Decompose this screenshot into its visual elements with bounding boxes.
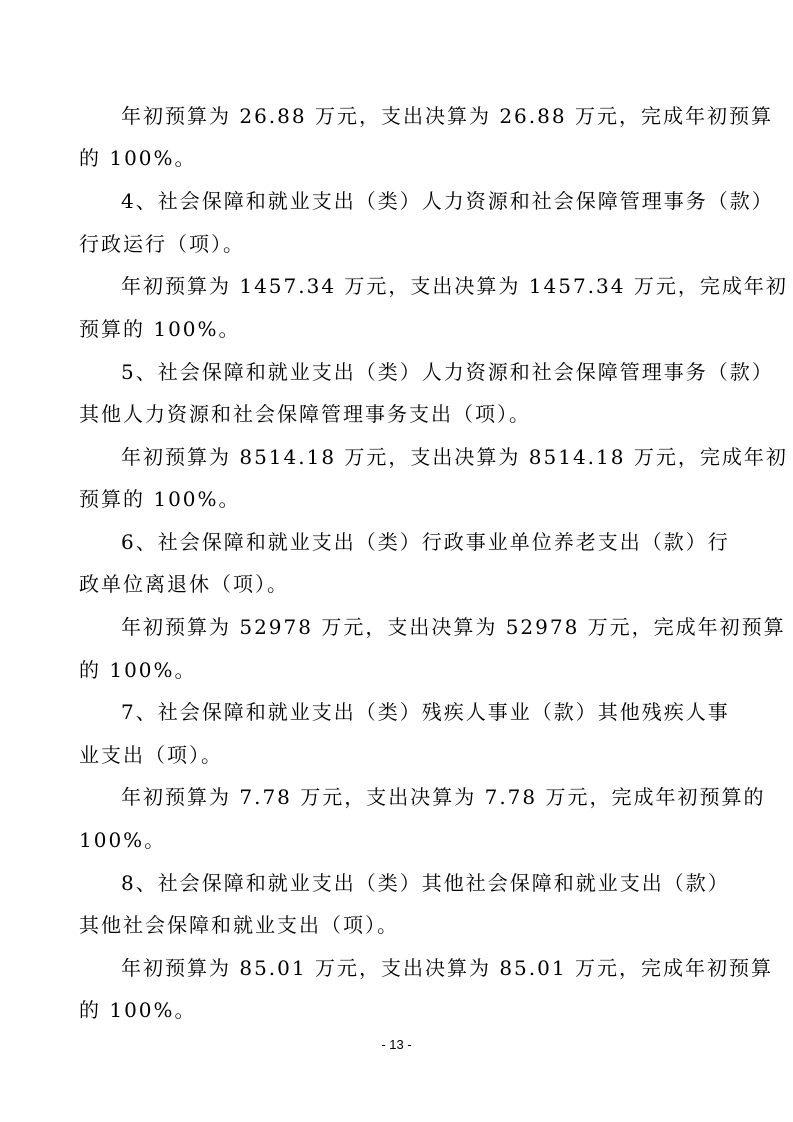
paragraph-line: 预算的 100%。 <box>79 487 241 511</box>
paragraph-line: 年初预算为 85.01 万元，支出决算为 85.01 万元，完成年初预算 <box>121 956 773 980</box>
paragraph-line: 的 100%。 <box>79 658 197 682</box>
section-heading-line: 6、社会保障和就业支出（类）行政事业单位养老支出（款）行 <box>121 530 730 554</box>
paragraph-line: 的 100%。 <box>79 998 197 1022</box>
paragraph-line: 的 100%。 <box>79 146 197 170</box>
paragraph-line: 100%。 <box>79 828 167 852</box>
section-heading-line: 其他社会保障和就业支出（项）。 <box>79 913 399 937</box>
paragraph-line: 年初预算为 8514.18 万元，支出决算为 8514.18 万元，完成年初 <box>121 445 788 469</box>
section-heading-line: 政单位离退休（项）。 <box>79 572 289 596</box>
paragraph-line: 年初预算为 26.88 万元，支出决算为 26.88 万元，完成年初预算 <box>121 104 773 128</box>
section-heading-line: 其他人力资源和社会保障管理事务支出（项）。 <box>79 402 531 426</box>
section-heading-line: 7、社会保障和就业支出（类）残疾人事业（款）其他残疾人事 <box>121 700 730 724</box>
page-number: - 13 - <box>381 1037 412 1052</box>
paragraph-line: 年初预算为 7.78 万元，支出决算为 7.78 万元，完成年初预算的 <box>121 785 766 809</box>
paragraph-line: 预算的 100%。 <box>79 317 241 341</box>
section-heading-line: 行政运行（项）。 <box>79 232 245 256</box>
section-heading-line: 4、社会保障和就业支出（类）人力资源和社会保障管理事务（款） <box>121 189 774 213</box>
section-heading-line: 8、社会保障和就业支出（类）其他社会保障和就业支出（款） <box>121 871 730 895</box>
paragraph-line: 年初预算为 1457.34 万元，支出决算为 1457.34 万元，完成年初 <box>121 274 788 298</box>
section-heading-line: 5、社会保障和就业支出（类）人力资源和社会保障管理事务（款） <box>121 360 774 384</box>
paragraph-line: 年初预算为 52978 万元，支出决算为 52978 万元，完成年初预算 <box>121 615 786 639</box>
section-heading-line: 业支出（项）。 <box>79 743 223 767</box>
